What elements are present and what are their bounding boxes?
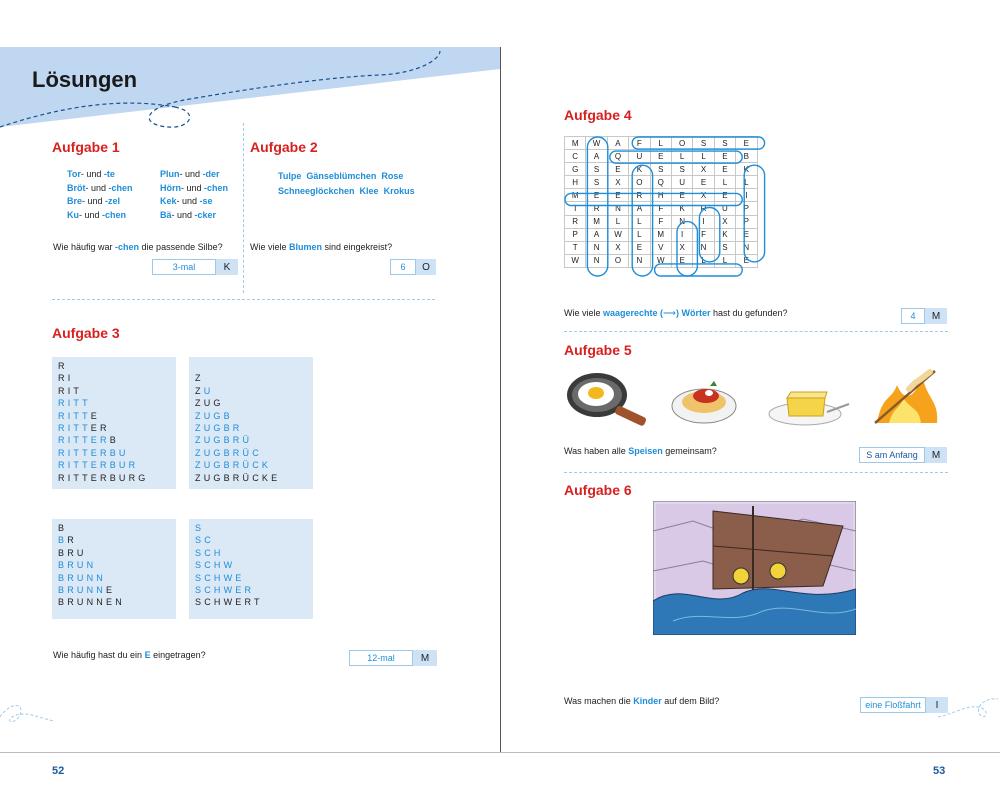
grid-cell: O bbox=[629, 176, 650, 189]
grid-cell: U bbox=[714, 202, 735, 215]
grid-cell: I bbox=[671, 228, 692, 241]
pyramid-row: RITTERB bbox=[58, 435, 119, 446]
pyramid-row: RITTE bbox=[58, 410, 100, 421]
pyramid-row: ZUGBRÜCK bbox=[195, 460, 272, 471]
task2-flowers: Tulpe Gänseblümchen Rose Schneeglöckchen Klee Krokus bbox=[278, 171, 415, 196]
grid-cell: E bbox=[736, 228, 757, 241]
bottom-border bbox=[0, 752, 1000, 753]
task1-col1 bbox=[67, 168, 133, 222]
grid-cell: I bbox=[565, 202, 586, 215]
task2-answer: 6 bbox=[390, 259, 416, 275]
fried-egg-pan-image bbox=[563, 369, 653, 427]
grid-cell: X bbox=[607, 176, 628, 189]
grid-cell: N bbox=[736, 241, 757, 254]
pyramid-row: RI bbox=[58, 373, 74, 384]
grid-cell: Q bbox=[607, 150, 628, 163]
grid-cell: W bbox=[586, 137, 607, 150]
grid-cell: L bbox=[693, 254, 714, 267]
grid-cell: F bbox=[650, 202, 671, 215]
pyramid-row: RITTER bbox=[58, 423, 110, 434]
grid-cell: Q bbox=[650, 176, 671, 189]
grid-cell: E bbox=[736, 137, 757, 150]
syllable-row: Kek- und -se bbox=[160, 196, 213, 206]
pyramid-row: BRUNNE bbox=[58, 585, 116, 596]
grid-cell: A bbox=[586, 228, 607, 241]
task2-answer-box[interactable] bbox=[390, 259, 436, 275]
grid-cell: M bbox=[650, 228, 671, 241]
grid-cell: W bbox=[650, 254, 671, 267]
grid-cell: R bbox=[565, 215, 586, 228]
divider-horizontal-5 bbox=[564, 472, 948, 473]
task4-answer: 4 bbox=[901, 308, 925, 324]
grid-cell: S bbox=[714, 241, 735, 254]
grid-cell: N bbox=[586, 254, 607, 267]
grid-cell: K bbox=[714, 228, 735, 241]
grid-cell: K bbox=[736, 163, 757, 176]
task6-answer: eine Floßfahrt bbox=[860, 697, 926, 713]
grid-cell: A bbox=[586, 150, 607, 163]
left-page bbox=[0, 47, 501, 777]
grid-cell: U bbox=[629, 150, 650, 163]
grid-cell: W bbox=[565, 254, 586, 267]
task4-answer-box[interactable] bbox=[901, 308, 947, 324]
pyramid-row: SCHWE bbox=[195, 572, 245, 583]
grid-cell: I bbox=[736, 189, 757, 202]
syllable-row: Tor- und -te bbox=[67, 169, 115, 179]
word-circle bbox=[744, 165, 764, 262]
syllable-row: Ku- und -chen bbox=[67, 209, 127, 220]
task4-letter: M bbox=[925, 308, 947, 324]
grid-cell: W bbox=[607, 228, 628, 241]
pyramid-row: SCH bbox=[195, 547, 224, 558]
pyramid-row: BRU bbox=[58, 547, 87, 558]
word-circle bbox=[655, 264, 743, 276]
syllable-row: Plun- und -der bbox=[160, 169, 220, 179]
syllable-row: Bre- und -zel bbox=[67, 196, 121, 206]
task1-letter: K bbox=[216, 259, 238, 275]
grid-cell: N bbox=[629, 254, 650, 267]
task5-question: Was haben alle Speisen gemeinsam? bbox=[564, 446, 717, 456]
grid-cell: E bbox=[714, 189, 735, 202]
grid-cell: S bbox=[586, 176, 607, 189]
pyramid-row: SCHWER bbox=[195, 585, 255, 596]
pyramid-row: RIT bbox=[58, 385, 83, 396]
grid-cell: H bbox=[565, 176, 586, 189]
dashed-swirl-right bbox=[936, 687, 1000, 727]
grid-cell: L bbox=[714, 176, 735, 189]
pyramid-row: ZU bbox=[195, 385, 214, 396]
grid-cell: E bbox=[650, 150, 671, 163]
task6-letter: I bbox=[926, 697, 948, 713]
task2-letter: O bbox=[416, 259, 436, 275]
grid-cell: L bbox=[629, 215, 650, 228]
grid-cell: L bbox=[714, 254, 735, 267]
pyramid-row: ZUGBRÜC bbox=[195, 447, 262, 458]
grid-cell: S bbox=[650, 163, 671, 176]
task6-answer-box[interactable] bbox=[860, 697, 948, 713]
pyramid-row: ZUGB bbox=[195, 410, 233, 421]
grid-cell: P bbox=[736, 202, 757, 215]
pyramid-row: B bbox=[58, 523, 68, 533]
grid-cell: R bbox=[586, 202, 607, 215]
arrow-right-icon: ⟶ bbox=[663, 308, 676, 318]
grid-cell: R bbox=[693, 202, 714, 215]
syllable-row: Bä- und -cker bbox=[160, 209, 217, 220]
grid-cell: X bbox=[714, 215, 735, 228]
grid-cell: C bbox=[565, 150, 586, 163]
grid-cell: A bbox=[607, 137, 628, 150]
task2-title: Aufgabe 2 bbox=[250, 139, 318, 155]
grid-cell: N bbox=[671, 215, 692, 228]
word-circle bbox=[587, 137, 607, 276]
grid-cell: A bbox=[629, 202, 650, 215]
grid-cell: F bbox=[650, 215, 671, 228]
grid-cell: N bbox=[693, 241, 714, 254]
word-circle bbox=[632, 165, 652, 276]
page-number-right: 53 bbox=[933, 765, 946, 777]
word-circle bbox=[610, 151, 742, 163]
grid-cell: F bbox=[629, 137, 650, 150]
raft-children-image bbox=[653, 501, 856, 635]
grid-cell: L bbox=[693, 150, 714, 163]
spaghetti-plate-image bbox=[669, 372, 739, 427]
pyramid-row: SC bbox=[195, 535, 214, 546]
grid-cell: U bbox=[671, 176, 692, 189]
grid-cell: L bbox=[671, 150, 692, 163]
pyramid-row: RITT bbox=[58, 398, 91, 409]
pyramid-row: ZUGBRÜCKE bbox=[195, 472, 281, 483]
grid-cell: S bbox=[586, 163, 607, 176]
grid-cell: M bbox=[586, 215, 607, 228]
task3-question: Wie häufig hast du ein E eingetragen? bbox=[53, 650, 206, 660]
task5-letter: M bbox=[925, 447, 947, 463]
word-circle bbox=[699, 208, 719, 262]
grid-cell: K bbox=[671, 202, 692, 215]
grid-cell: E bbox=[714, 150, 735, 163]
grid-cell: O bbox=[607, 254, 628, 267]
task4-title: Aufgabe 4 bbox=[564, 107, 632, 123]
pyramid-row: R bbox=[58, 361, 68, 371]
grid-cell: H bbox=[650, 189, 671, 202]
pyramid-row: RITTERBURG bbox=[58, 472, 149, 483]
grid-cell: L bbox=[629, 228, 650, 241]
grid-cell: I bbox=[693, 215, 714, 228]
grid-cell: E bbox=[671, 189, 692, 202]
grid-cell: X bbox=[607, 241, 628, 254]
grid-cell: M bbox=[565, 189, 586, 202]
grid-cell: E bbox=[607, 189, 628, 202]
grid-cell: S bbox=[714, 137, 735, 150]
omelette-plate-image bbox=[767, 382, 852, 427]
divider-horizontal-4 bbox=[564, 331, 948, 332]
divider-vertical bbox=[243, 123, 244, 293]
task3-answer-box[interactable] bbox=[349, 650, 437, 666]
word-pyramid-schwert bbox=[189, 519, 313, 619]
syllable-row: Bröt- und -chen bbox=[67, 182, 133, 193]
grid-cell: K bbox=[629, 163, 650, 176]
pyramid-row: ZUGBRÜ bbox=[195, 435, 253, 446]
grid-cell: G bbox=[565, 163, 586, 176]
grid-cell: X bbox=[693, 189, 714, 202]
pyramid-row: SCHW bbox=[195, 560, 236, 571]
pyramid-row: BR bbox=[58, 535, 77, 546]
pyramid-row bbox=[195, 360, 313, 372]
grid-cell: P bbox=[736, 215, 757, 228]
pyramid-row: S bbox=[195, 523, 205, 533]
pyramid-row: RITTERBUR bbox=[58, 460, 139, 471]
task1-col2 bbox=[160, 168, 228, 222]
grid-cell: L bbox=[650, 137, 671, 150]
grid-cell: B bbox=[736, 150, 757, 163]
task1-title: Aufgabe 1 bbox=[52, 139, 120, 155]
grid-cell: R bbox=[629, 189, 650, 202]
task4-question: Wie viele waagerechte (⟶) Wörter hast du gefunden? bbox=[564, 308, 788, 318]
pyramid-row: SCHWERT bbox=[195, 597, 263, 608]
pyramid-row: BRUN bbox=[58, 560, 97, 571]
page-number-left: 52 bbox=[52, 765, 65, 777]
grid-cell: L bbox=[607, 215, 628, 228]
grid-cell: V bbox=[650, 241, 671, 254]
task6-question: Was machen die Kinder auf dem Bild? bbox=[564, 696, 720, 706]
task6-title: Aufgabe 6 bbox=[564, 482, 632, 498]
grid-cell: E bbox=[736, 254, 757, 267]
word-circle bbox=[565, 193, 742, 205]
task3-letter: M bbox=[413, 650, 437, 666]
word-circle bbox=[677, 222, 697, 276]
stick-bread-fire-image bbox=[867, 365, 947, 427]
grid-cell: P bbox=[565, 228, 586, 241]
grid-cell: E bbox=[714, 163, 735, 176]
grid-cell: E bbox=[671, 254, 692, 267]
word-pyramid-zugbruecke bbox=[189, 357, 313, 489]
pyramid-row: ZUGBR bbox=[195, 423, 243, 434]
task1-answer: 3-mal bbox=[152, 259, 216, 275]
grid-cell: X bbox=[671, 241, 692, 254]
pyramid-row: RITTERBU bbox=[58, 447, 129, 458]
pyramid-row: ZUG bbox=[195, 398, 224, 409]
grid-cell: S bbox=[671, 163, 692, 176]
grid-cell: S bbox=[693, 137, 714, 150]
grid-cell: E bbox=[629, 241, 650, 254]
right-page bbox=[501, 47, 1000, 777]
dashed-swirl-left bbox=[0, 697, 60, 737]
word-search-circles bbox=[564, 136, 764, 282]
grid-cell: E bbox=[586, 189, 607, 202]
pyramid-row: BRUNN bbox=[58, 572, 107, 583]
divider-horizontal bbox=[52, 299, 435, 300]
task5-answer-box[interactable] bbox=[859, 447, 947, 463]
grid-cell: F bbox=[693, 228, 714, 241]
task5-title: Aufgabe 5 bbox=[564, 342, 632, 358]
grid-cell: L bbox=[736, 176, 757, 189]
task1-answer-box[interactable] bbox=[152, 259, 238, 275]
task1-question: Wie häufig war -chen die passende Silbe? bbox=[53, 242, 223, 252]
syllable-row: Hörn- und -chen bbox=[160, 182, 229, 193]
page-title: Lösungen bbox=[32, 67, 138, 92]
grid-cell: X bbox=[693, 163, 714, 176]
word-pyramid-brunnen bbox=[52, 519, 176, 619]
task5-answer: S am Anfang bbox=[859, 447, 925, 463]
grid-cell: T bbox=[565, 241, 586, 254]
grid-cell: N bbox=[607, 202, 628, 215]
task3-answer: 12-mal bbox=[349, 650, 413, 666]
grid-cell: E bbox=[607, 163, 628, 176]
grid-cell: O bbox=[671, 137, 692, 150]
task3-title: Aufgabe 3 bbox=[52, 325, 120, 341]
grid-cell: M bbox=[565, 137, 586, 150]
pyramid-row: BRUNNEN bbox=[58, 597, 125, 608]
grid-cell: N bbox=[586, 241, 607, 254]
grid-cell: E bbox=[693, 176, 714, 189]
task2-question: Wie viele Blumen sind eingekreist? bbox=[250, 242, 393, 252]
word-pyramid-ritterburg bbox=[52, 357, 176, 489]
pyramid-row: Z bbox=[195, 373, 204, 384]
word-circle bbox=[632, 137, 764, 149]
